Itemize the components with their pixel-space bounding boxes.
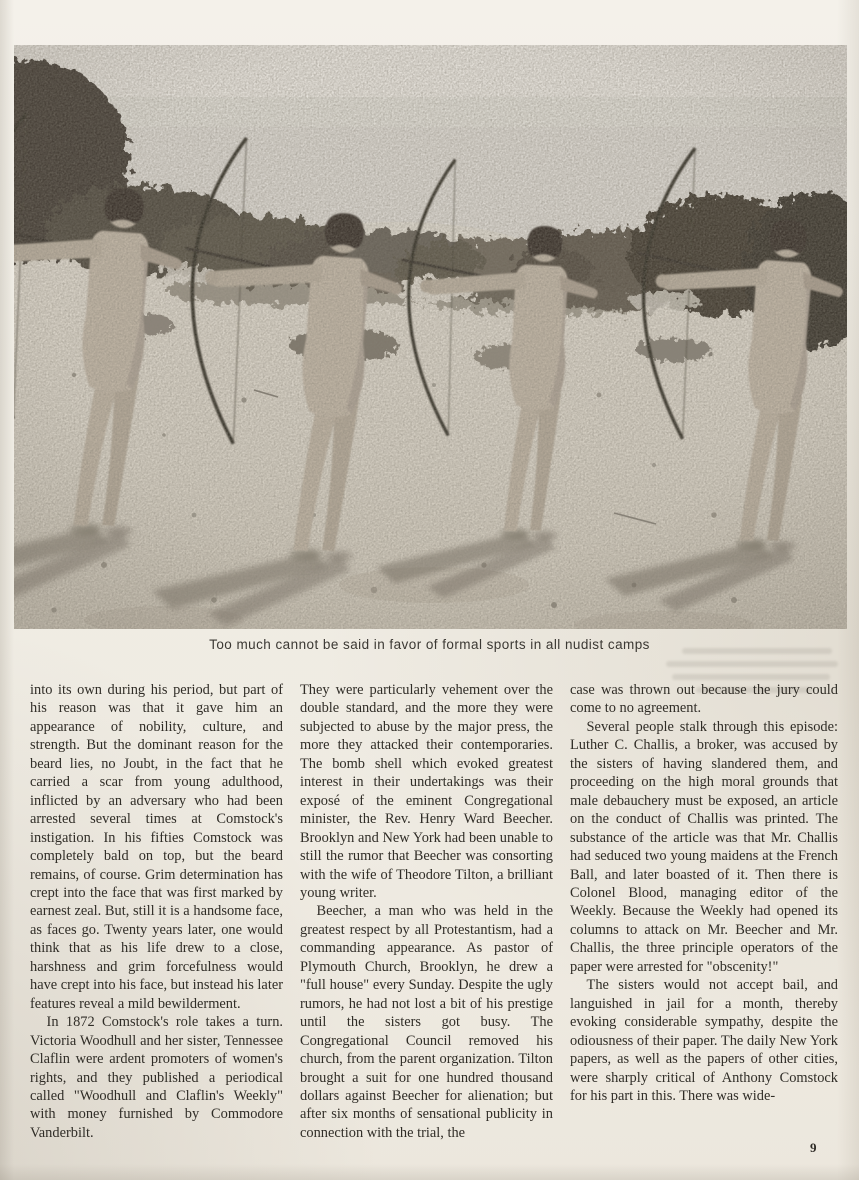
paragraph: The sisters would not accept bail, and languished in jail for a month, thereby evoking considerable sympathy, despite the odiousness of their paper. The daily New York papers, as well as the papers of other cities, were sharply critical of Anthony Comstock for his part in this. There was wide- <box>570 977 838 1104</box>
photo-vignette <box>14 45 847 629</box>
paragraph: In 1872 Comstock's role takes a turn. Victoria Woodhull and her sister, Tennessee Claflin were ardent promoters of women's rights, and they published a periodical called "Woodhull and Claflin's Weekly" with money furnished by Commodore Vanderbilt. <box>30 1014 283 1141</box>
text-column-3 <box>570 681 838 1142</box>
paragraph: Several people stalk through this episode: Luther C. Challis, a broker, was accused by the sisters of having slandered them, and proceeding on the high moral grounds that male debauchery must be exposed, an article on the conduct of Challis was printed. The substance of the article was that Mr. Challis had seduced two young maidens at the French Ball, and later boasted of it. Then there is Colonel Blood, managing editor of the Weekly. Because the Weekly had opened its columns to attack on Mr. Beecher and Mr. Challis, the three principle operators of the paper were arrested for "obscenity!" <box>570 718 838 975</box>
paragraph: into its own during his period, but part of his reason was that it gave him an appearance of nobility, culture, and strength. But the dominant reason for the beard lies, no Joubt, in the fact that he carried a scar from young adulthood, inflicted by an adversary who had been arrested several times at Comstock's instigation. In his fifties Comstock was completely bald on top, but the beard remains, of course. Grim determination has crept into the face that was first marked by earnest zeal. But, still it is a handsome face, as faces go. Twenty years later, one would think that as his life drew to a close, harshness and grim forcefulness would have crept into his face, but instead his later features reveal a mild bewilderment. <box>30 682 283 1012</box>
paragraph: case was thrown out because the jury could come to no agreement. <box>570 682 838 717</box>
text-column-1 <box>30 681 283 1142</box>
text-column-2 <box>300 681 553 1142</box>
page-number: 9 <box>810 1140 817 1155</box>
archery-photo-canvas <box>14 45 847 629</box>
archery-photo <box>14 45 847 629</box>
paragraph: Beecher, a man who was held in the greatest respect by all Protestantism, had a commanding appearance. As pastor of Plymouth Church, Brooklyn, he drew a "full house" every Sunday. Despite the ugly rumors, he had not lost a bit of his prestige until the sisters got busy. The Congregational Council removed his church, from the parent organization. Tilton brought a suit for one hundred thousand dollars against Beecher for alienation; but after six months of sensational publicity in connection with the trial, the <box>300 903 553 1141</box>
paragraph: They were particularly vehement over the double standard, and the more they were subjected to abuse by the major press, the more they attacked their contemporaries. The bomb shell which evoked greatest interest in their undertakings was their exposé of the eminent Congregational minister, the Rev. Henry Ward Beecher. Brooklyn and New York had been unable to still the rumor that Beecher was consorting with the wife of Theodore Tilton, a brilliant young writer. <box>300 682 553 901</box>
photo-caption: Too much cannot be said in favor of formal sports in all nudist camps <box>209 637 650 652</box>
article-columns <box>30 681 838 1142</box>
